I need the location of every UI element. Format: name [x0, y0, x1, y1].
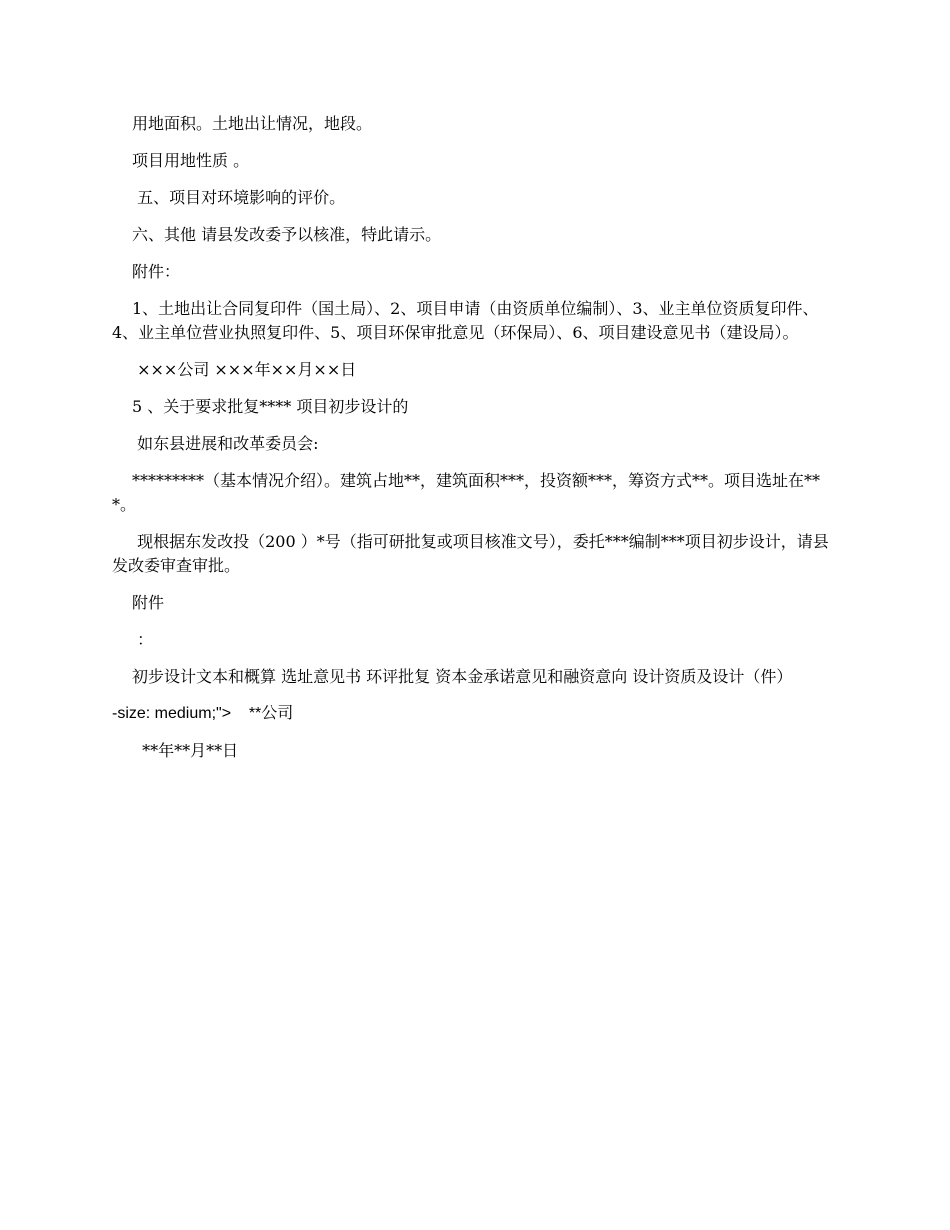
paragraph-signature-date: **年**月**日: [132, 741, 239, 760]
paragraph-signature-company: -size: medium;"> **公司: [112, 705, 294, 722]
paragraph-attachment-items: 初步设计文本和概算 选址意见书 环评批复 资本金承诺意见和融资意向 设计资质及设计（件）: [132, 667, 793, 686]
paragraph-other: 六、其他 请县发改委予以核准，特此请示。: [132, 225, 442, 244]
paragraph-colon: ：: [132, 630, 154, 649]
paragraph-attachment-list: 1、土地出让合同复印件（国土局）、2、项目申请（由资质单位编制）、3、业主单位资质复印件、4、业主单位营业执照复印件、5、项目环保审批意见（环保局）、6、项目建设意见书（建设局）。: [112, 299, 819, 342]
paragraph-section-title: 5 、关于要求批复**** 项目初步设计的: [132, 397, 409, 416]
paragraph-attachment-label: 附件: [132, 593, 165, 612]
document-page: [112, 112, 838, 776]
paragraph-attachment-heading: 附件：: [132, 262, 181, 281]
paragraph-environment: 五、项目对环境影响的评价。: [132, 188, 346, 207]
paragraph-addressee: 如东县进展和改革委员会:: [132, 434, 319, 453]
paragraph-company-date: ×××公司 ×××年××月××日: [132, 360, 357, 379]
paragraph-land-area: 用地面积。土地出让情况，地段。: [132, 114, 373, 133]
paragraph-request: 现根据东发改投（200 ）*号（指可研批复或项目核准文号），委托***编制***项目初步设计，请县发改委审查审批。: [112, 532, 829, 575]
paragraph-basic-info: *********（基本情况介绍）。建筑占地**，建筑面积***，投资额***，筹资方式**。项目选址在***。: [112, 471, 821, 514]
paragraph-land-use: 项目用地性质 。: [132, 151, 250, 170]
